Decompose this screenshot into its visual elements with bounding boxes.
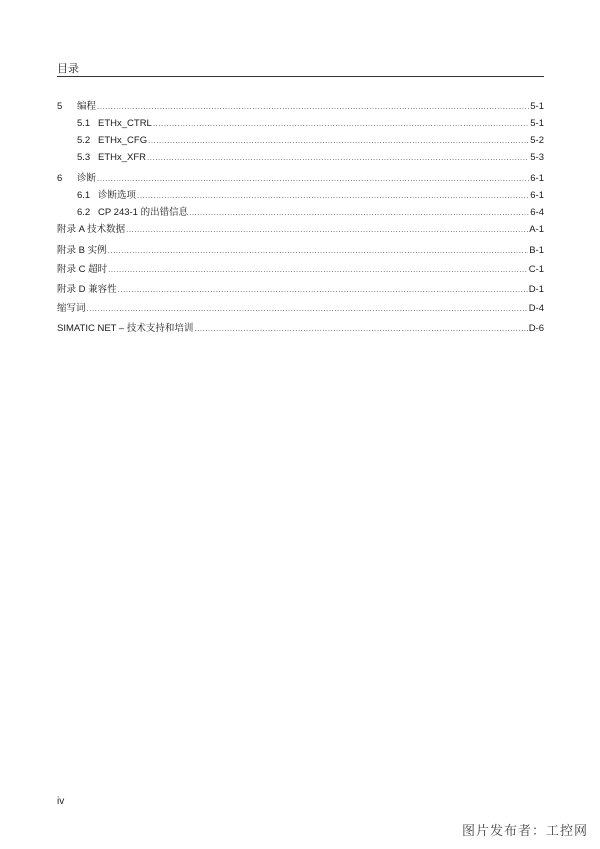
publisher-watermark: 图片发布者：工控网: [461, 823, 588, 838]
toc-dot-leader: [137, 189, 529, 203]
toc-entry[interactable]: [57, 151, 544, 165]
toc-entry-title: SIMATIC NET – 技术支持和培训: [57, 323, 194, 334]
toc-entry-page: D-6: [528, 323, 544, 334]
toc-entry-title: ETHx_CFG: [98, 135, 148, 146]
toc-entry-title: CP 243-1 的出错信息: [98, 207, 189, 218]
toc-entry[interactable]: [57, 322, 544, 336]
toc-entry-number: 5.3: [77, 152, 91, 163]
toc-dot-leader: [97, 100, 529, 114]
toc-entry[interactable]: [57, 100, 544, 114]
toc-entry[interactable]: [57, 206, 544, 220]
toc-entry-title: 诊断: [77, 173, 97, 184]
toc-entry-number: 6.2: [77, 207, 91, 218]
toc-dot-leader: [108, 244, 529, 258]
header-divider: [57, 76, 544, 77]
toc-entry-title: ETHx_CTRL: [98, 118, 152, 129]
toc-entry-title: 附录 A 技术数据: [57, 224, 126, 235]
toc-entry-number: 5.2: [77, 135, 91, 146]
toc-entry-page: 5-1: [530, 118, 544, 129]
toc-dot-leader: [189, 206, 529, 220]
toc-entry-number: 5.1: [77, 118, 91, 129]
toc-entry-number: 6: [57, 173, 63, 184]
toc-dot-leader: [194, 322, 527, 336]
toc-entry-number: 6.1: [77, 190, 91, 201]
toc-entry[interactable]: [57, 302, 544, 316]
toc-entry-page: 5-3: [530, 152, 544, 163]
toc-entry[interactable]: [57, 223, 544, 237]
toc-entry[interactable]: [57, 189, 544, 203]
toc-entry-page: 5-2: [530, 135, 544, 146]
toc-dot-leader: [148, 134, 529, 148]
toc-dot-leader: [87, 302, 528, 316]
toc-dot-leader: [118, 283, 528, 297]
toc-entry-page: 6-1: [530, 173, 544, 184]
toc-dot-leader: [97, 172, 529, 186]
toc-entry-title: 附录 D 兼容性: [57, 284, 117, 295]
toc-entry[interactable]: [57, 134, 544, 148]
toc-entry[interactable]: [57, 283, 544, 297]
toc-entry-title: 诊断选项: [98, 190, 137, 201]
toc-dot-leader: [108, 263, 528, 277]
toc-entry-page: D-1: [528, 284, 544, 295]
toc-entry-page: 6-4: [530, 207, 544, 218]
toc-dot-leader: [147, 151, 529, 165]
header-title: 目录: [57, 63, 79, 75]
toc-entry-title: 附录 C 超时: [57, 264, 108, 275]
toc-entry[interactable]: [57, 172, 544, 186]
toc-dot-leader: [126, 223, 528, 237]
footer-page-number: iv: [57, 796, 65, 807]
toc-entry-page: B-1: [529, 245, 544, 256]
toc-entry[interactable]: [57, 117, 544, 131]
toc-entry[interactable]: [57, 244, 544, 258]
toc-entry-page: 6-1: [530, 190, 544, 201]
toc-dot-leader: [153, 117, 529, 131]
toc-entry-title: 编程: [77, 101, 97, 112]
toc-entry-number: 5: [57, 101, 63, 112]
toc-entry-title: ETHx_XFR: [98, 152, 147, 163]
toc-entry-page: C-1: [528, 264, 544, 275]
toc-entry[interactable]: [57, 263, 544, 277]
toc-entry-title: 附录 B 实例: [57, 245, 107, 256]
toc-entry-page: 5-1: [530, 101, 544, 112]
toc-entry-page: D-4: [528, 303, 544, 314]
toc-entry-title: 缩写词: [57, 303, 86, 314]
toc-entry-page: A-1: [529, 224, 544, 235]
